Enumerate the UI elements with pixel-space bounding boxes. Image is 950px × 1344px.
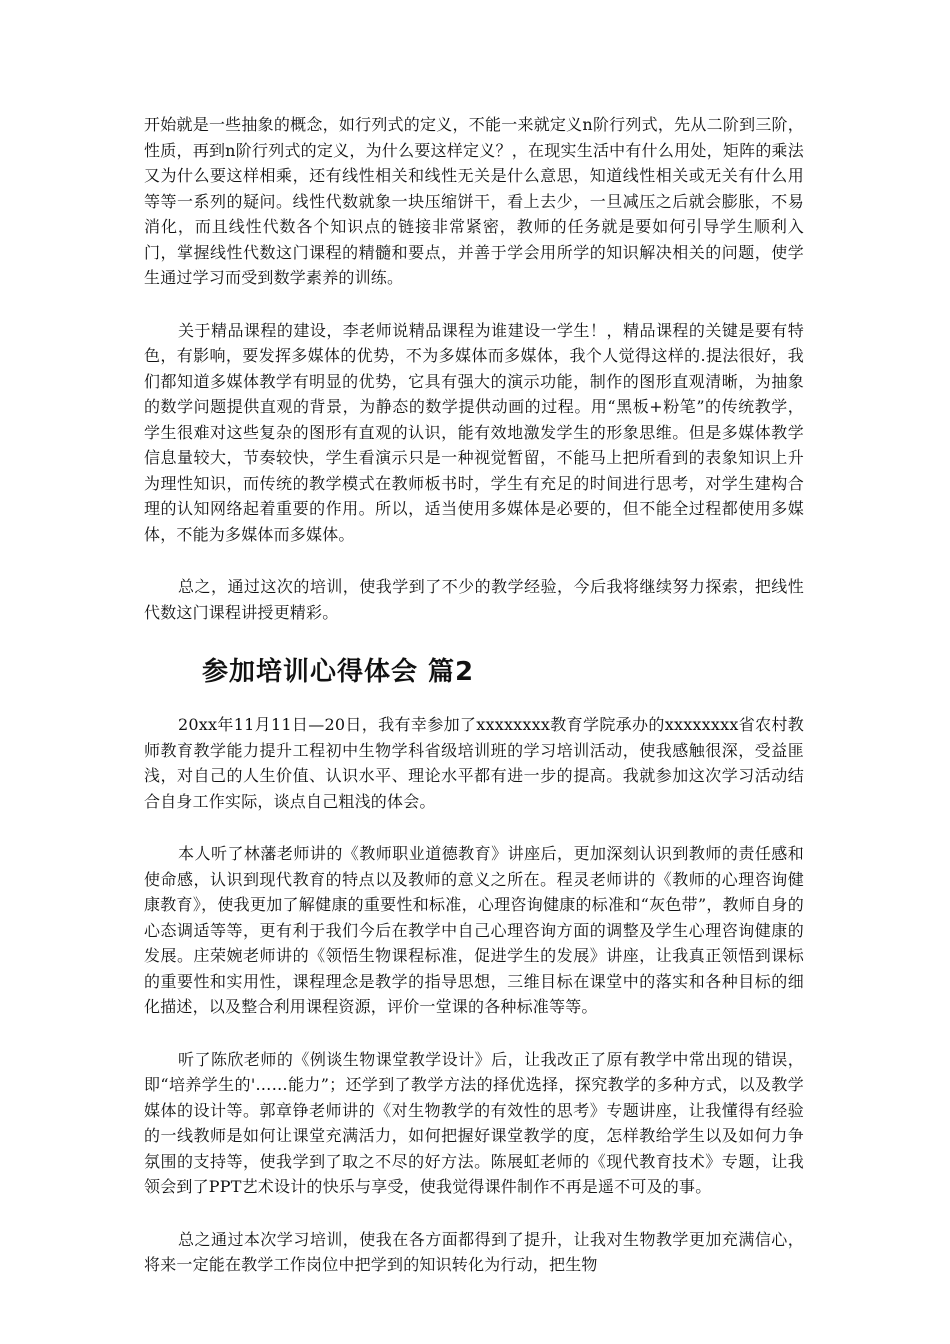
paragraph-lectures-1: 本人听了林藩老师讲的《教师职业道德教育》讲座后，更加深刻认识到教师的责任感和使命感，认识到现代教育的特点以及教师的意义之所在。程灵老师讲的《教师的心理咨询健康教育》，使我更加了解健康的重要性和标准，心理咨询健康的标准和“灰色带”，教师自身的心态调适等等，更有利于我们今后在教学中自己心理咨询方面的调整及学生心理咨询健康的发展。庄荣婉老师讲的《领悟生物课程标准，促进学生的发展》讲座，让我真正领悟到课标的重要性和实用性，课程理念是教学的指导思想，三维目标在课堂中的落实和各种目标的细化描述，以及整合利用课程资源，评价一堂课的各种标准等等。 bbox=[144, 844, 804, 1016]
paragraph-summary-2: 总之通过本次学习培训，使我在各方面都得到了提升，让我对生物教学更加充满信心，将来一定能在教学工作岗位中把学到的知识转化为行动，把生物 bbox=[144, 1229, 804, 1274]
paragraph-linear-algebra-intro: 开始就是一些抽象的概念，如行列式的定义，不能一来就定义n阶行列式，先从二阶到三阶，性质，再到n阶行列式的定义，为什么要这样定义？，在现实生活中有什么用处，矩阵的乘法又为什么要这样相乘，还有线性相关和线性无关是什么意思，知道线性相关或无关有什么用等等一系列的疑问。线性代数就象一块压缩饼干，看上去少，一旦减压之后就会膨胀，不易消化，而且线性代数各个知识点的链接非常紧密，教师的任务就是要如何引导学生顺利入门，掌握线性代数这门课程的精髓和要点，并善于学会用所学的知识解决相关的问题，使学生通过学习而受到数学素养的训练。 bbox=[144, 115, 804, 287]
paragraph-quality-course: 关于精品课程的建设，李老师说精品课程为谁建设一学生！，精品课程的关键是要有特色，有影响，要发挥多媒体的优势，不为多媒体而多媒体，我个人觉得这样的.提法很好，我们都知道多媒体教学有明显的优势，它具有强大的演示功能，制作的图形直观清晰，为抽象的数学问题提供直观的背景，为静态的数学提供动画的过程。用“黑板+粉笔”的传统教学，学生很难对这些复杂的图形有直观的认识，能有效地激发学生的形象思维。但是多媒体教学信息量较大，节奏较快，学生看演示只是一种视觉暂留，不能马上把所看到的表象知识上升为理性知识，而传统的教学模式在教师板书时，学生有充足的时间进行思考，对学生建构合理的认知网络起着重要的作用。所以，适当使用多媒体是必要的，但不能全过程都使用多媒体，不能为多媒体而多媒体。 bbox=[144, 320, 804, 544]
paragraph-training-intro: 20xx年11月11日—20日，我有幸参加了xxxxxxxx教育学院承办的xxxxxxxx省农村教师教育教学能力提升工程初中生物学科省级培训班的学习培训活动，使我感触很深，受益匪浅，对自己的人生价值、认识水平、理论水平都有进一步的提高。我就参加这次学习活动结合自身工作实际，谈点自己粗浅的体会。 bbox=[144, 715, 804, 811]
document-page bbox=[144, 112, 804, 1305]
paragraph-summary-1: 总之，通过这次的培训，使我学到了不少的教学经验，今后我将继续努力探索，把线性代数这门课程讲授更精彩。 bbox=[144, 577, 804, 622]
section-heading: 参加培训心得体会 篇2 bbox=[202, 657, 475, 687]
paragraph-lectures-2: 听了陈欣老师的《例谈生物课堂教学设计》后，让我改正了原有教学中常出现的错误，即“培养学生的'……能力”；还学到了教学方法的择优选择，探究教学的多种方式，以及教学媒体的设计等。郭章铮老师讲的《对生物教学的有效性的思考》专题讲座，让我懂得有经验的一线教师是如何让课堂充满活力，如何把握好课堂教学的度，怎样教给学生以及如何力争氛围的支持等，使我学到了取之不尽的好方法。陈展虹老师的《现代教育技术》专题，让我领会到了PPT艺术设计的快乐与享受，使我觉得课件制作不再是遥不可及的事。 bbox=[144, 1049, 804, 1196]
